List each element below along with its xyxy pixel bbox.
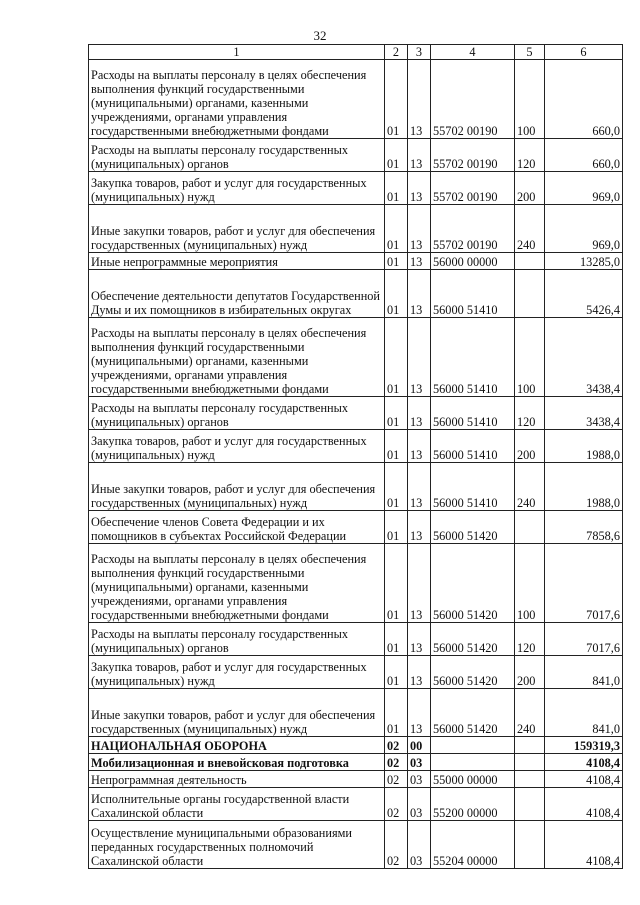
table-row (89, 253, 623, 270)
table-row (89, 270, 623, 318)
row-subsection-cell: 13 (408, 139, 431, 172)
row-name-cell: Обеспечение деятельности депутатов Государственной Думы и их помощников в избирательных округах (89, 270, 385, 318)
budget-table (88, 44, 623, 869)
row-expense-type-cell (515, 737, 545, 754)
row-subsection-cell: 03 (408, 821, 431, 869)
row-target-article-cell: 56000 00000 (431, 253, 515, 270)
table-row (89, 754, 623, 771)
row-subsection-cell: 13 (408, 544, 431, 623)
row-section-cell: 01 (385, 270, 408, 318)
table-row (89, 771, 623, 788)
row-expense-type-cell: 100 (515, 318, 545, 397)
row-amount-cell: 4108,4 (545, 788, 623, 821)
row-amount-cell: 1988,0 (545, 463, 623, 511)
row-target-article-cell: 55702 00190 (431, 139, 515, 172)
row-expense-type-cell (515, 511, 545, 544)
row-subsection-cell: 13 (408, 689, 431, 737)
row-expense-type-cell: 200 (515, 656, 545, 689)
row-target-article-cell: 55200 00000 (431, 788, 515, 821)
row-target-article-cell: 56000 51420 (431, 623, 515, 656)
row-name-cell: Непрограммная деятельность (89, 771, 385, 788)
row-expense-type-cell: 240 (515, 463, 545, 511)
row-target-article-cell: 56000 51410 (431, 397, 515, 430)
row-subsection-cell: 13 (408, 623, 431, 656)
table-row (89, 788, 623, 821)
row-section-cell: 01 (385, 463, 408, 511)
row-subsection-cell: 13 (408, 656, 431, 689)
column-header-expense-type: 5 (515, 45, 545, 60)
table-row (89, 139, 623, 172)
row-subsection-cell: 13 (408, 430, 431, 463)
table-row (89, 430, 623, 463)
table-row (89, 511, 623, 544)
row-section-cell: 01 (385, 656, 408, 689)
row-expense-type-cell: 240 (515, 689, 545, 737)
column-header-section: 2 (385, 45, 408, 60)
row-subsection-cell: 13 (408, 397, 431, 430)
row-name-cell: Иные непрограммные мероприятия (89, 253, 385, 270)
row-name-cell: Закупка товаров, работ и услуг для государственных (муниципальных) нужд (89, 656, 385, 689)
row-name-cell: Расходы на выплаты персоналу в целях обеспечения выполнения функций государственными (муниципальными) органами, казенными учреждениями, органами управления государственными внебюджетными фондами (89, 544, 385, 623)
row-section-cell: 01 (385, 139, 408, 172)
row-subsection-cell: 13 (408, 253, 431, 270)
row-subsection-cell: 13 (408, 511, 431, 544)
row-amount-cell: 3438,4 (545, 397, 623, 430)
table-row (89, 463, 623, 511)
row-target-article-cell: 56000 51420 (431, 511, 515, 544)
row-section-cell: 01 (385, 253, 408, 270)
row-amount-cell: 4108,4 (545, 754, 623, 771)
row-expense-type-cell: 200 (515, 172, 545, 205)
row-expense-type-cell: 120 (515, 139, 545, 172)
row-amount-cell: 841,0 (545, 656, 623, 689)
row-amount-cell: 4108,4 (545, 821, 623, 869)
row-expense-type-cell: 100 (515, 544, 545, 623)
table-body (89, 60, 623, 869)
row-amount-cell: 7017,6 (545, 623, 623, 656)
row-section-cell: 01 (385, 205, 408, 253)
row-expense-type-cell: 120 (515, 397, 545, 430)
row-expense-type-cell (515, 771, 545, 788)
row-expense-type-cell (515, 253, 545, 270)
row-name-cell: Закупка товаров, работ и услуг для государственных (муниципальных) нужд (89, 172, 385, 205)
row-section-cell: 01 (385, 60, 408, 139)
column-header-target-article: 4 (431, 45, 515, 60)
row-subsection-cell: 13 (408, 463, 431, 511)
table-row (89, 318, 623, 397)
row-subsection-cell: 13 (408, 270, 431, 318)
row-subsection-cell: 13 (408, 172, 431, 205)
row-amount-cell: 969,0 (545, 205, 623, 253)
table-row (89, 689, 623, 737)
row-amount-cell: 7858,6 (545, 511, 623, 544)
row-section-cell: 01 (385, 623, 408, 656)
row-section-cell: 01 (385, 689, 408, 737)
row-expense-type-cell (515, 821, 545, 869)
row-target-article-cell: 55702 00190 (431, 60, 515, 139)
row-amount-cell: 159319,3 (545, 737, 623, 754)
row-subsection-cell: 00 (408, 737, 431, 754)
row-subsection-cell: 03 (408, 771, 431, 788)
row-target-article-cell: 55702 00190 (431, 172, 515, 205)
row-section-cell: 01 (385, 430, 408, 463)
column-header-name: 1 (89, 45, 385, 60)
table-row (89, 821, 623, 869)
row-target-article-cell: 56000 51410 (431, 430, 515, 463)
row-expense-type-cell: 240 (515, 205, 545, 253)
table-row (89, 737, 623, 754)
row-amount-cell: 660,0 (545, 139, 623, 172)
row-target-article-cell: 56000 51420 (431, 656, 515, 689)
table-row (89, 60, 623, 139)
row-section-cell: 01 (385, 172, 408, 205)
row-name-cell: Мобилизационная и вневойсковая подготовка (89, 754, 385, 771)
column-header-subsection: 3 (408, 45, 431, 60)
table-row (89, 397, 623, 430)
row-section-cell: 01 (385, 397, 408, 430)
row-target-article-cell: 56000 51420 (431, 544, 515, 623)
table-row (89, 172, 623, 205)
row-name-cell: Осуществление муниципальными образованиями переданных государственных полномочий Сахалинской области (89, 821, 385, 869)
row-name-cell: Расходы на выплаты персоналу в целях обеспечения выполнения функций государственными (муниципальными) органами, казенными учреждениями, органами управления государственными внебюджетными фондами (89, 318, 385, 397)
row-section-cell: 01 (385, 511, 408, 544)
row-amount-cell: 841,0 (545, 689, 623, 737)
row-target-article-cell: 56000 51420 (431, 689, 515, 737)
row-subsection-cell: 13 (408, 60, 431, 139)
row-amount-cell: 7017,6 (545, 544, 623, 623)
row-target-article-cell: 55702 00190 (431, 205, 515, 253)
row-section-cell: 02 (385, 821, 408, 869)
row-amount-cell: 969,0 (545, 172, 623, 205)
row-amount-cell: 4108,4 (545, 771, 623, 788)
row-amount-cell: 1988,0 (545, 430, 623, 463)
row-expense-type-cell (515, 754, 545, 771)
column-header-row (89, 45, 623, 60)
row-target-article-cell: 55000 00000 (431, 771, 515, 788)
row-subsection-cell: 03 (408, 788, 431, 821)
row-section-cell: 01 (385, 544, 408, 623)
row-section-cell: 02 (385, 771, 408, 788)
row-target-article-cell: 56000 51410 (431, 270, 515, 318)
column-header-amount: 6 (545, 45, 623, 60)
row-name-cell: Иные закупки товаров, работ и услуг для обеспечения государственных (муниципальных) нужд (89, 205, 385, 253)
row-subsection-cell: 13 (408, 318, 431, 397)
row-name-cell: Обеспечение членов Совета Федерации и их помощников в субъектах Российской Федерации (89, 511, 385, 544)
table-row (89, 623, 623, 656)
row-name-cell: Расходы на выплаты персоналу государственных (муниципальных) органов (89, 623, 385, 656)
row-name-cell: НАЦИОНАЛЬНАЯ ОБОРОНА (89, 737, 385, 754)
table-row (89, 544, 623, 623)
row-section-cell: 01 (385, 318, 408, 397)
row-target-article-cell: 56000 51410 (431, 463, 515, 511)
row-name-cell: Иные закупки товаров, работ и услуг для обеспечения государственных (муниципальных) нужд (89, 463, 385, 511)
row-target-article-cell (431, 737, 515, 754)
row-amount-cell: 660,0 (545, 60, 623, 139)
row-subsection-cell: 13 (408, 205, 431, 253)
row-target-article-cell: 56000 51410 (431, 318, 515, 397)
row-amount-cell: 13285,0 (545, 253, 623, 270)
row-target-article-cell: 55204 00000 (431, 821, 515, 869)
row-expense-type-cell (515, 788, 545, 821)
row-name-cell: Расходы на выплаты персоналу государственных (муниципальных) органов (89, 139, 385, 172)
row-expense-type-cell: 200 (515, 430, 545, 463)
row-name-cell: Иные закупки товаров, работ и услуг для обеспечения государственных (муниципальных) нужд (89, 689, 385, 737)
table-row (89, 656, 623, 689)
row-expense-type-cell: 100 (515, 60, 545, 139)
row-subsection-cell: 03 (408, 754, 431, 771)
table-row (89, 205, 623, 253)
row-section-cell: 02 (385, 754, 408, 771)
row-section-cell: 02 (385, 737, 408, 754)
row-amount-cell: 5426,4 (545, 270, 623, 318)
row-name-cell: Расходы на выплаты персоналу в целях обеспечения выполнения функций государственными (муниципальными) органами, казенными учреждениями, органами управления государственными внебюджетными фондами (89, 60, 385, 139)
row-expense-type-cell (515, 270, 545, 318)
row-target-article-cell (431, 754, 515, 771)
row-name-cell: Закупка товаров, работ и услуг для государственных (муниципальных) нужд (89, 430, 385, 463)
row-name-cell: Исполнительные органы государственной власти Сахалинской области (89, 788, 385, 821)
page-number: 32 (313, 28, 327, 43)
row-name-cell: Расходы на выплаты персоналу государственных (муниципальных) органов (89, 397, 385, 430)
row-expense-type-cell: 120 (515, 623, 545, 656)
row-amount-cell: 3438,4 (545, 318, 623, 397)
row-section-cell: 02 (385, 788, 408, 821)
